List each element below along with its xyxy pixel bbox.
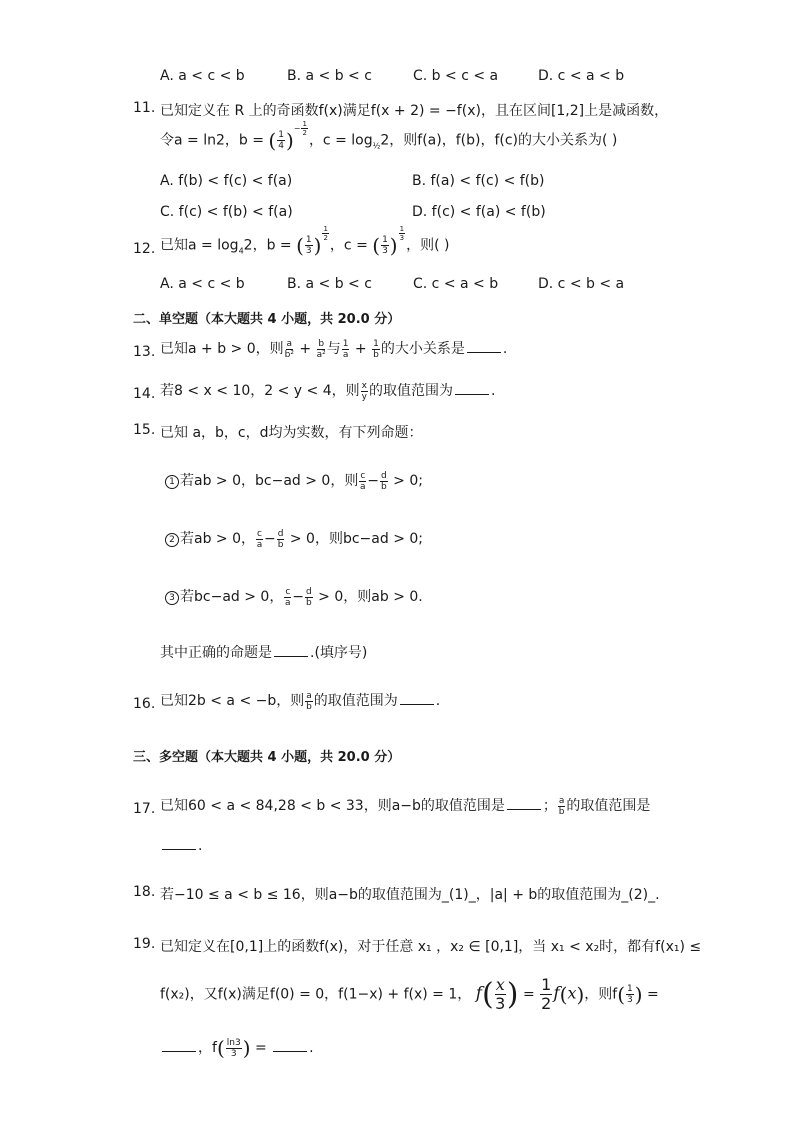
q19-answer-blank-1[interactable]: [162, 1038, 196, 1052]
q15-proposition-2: 2 若ab > 0， $\frac{c}{a}$ − $\frac{d}{b}$ > 0，则bc−ad > 0;: [165, 528, 423, 550]
q15-number: 15.: [133, 422, 156, 438]
q19-number: 19.: [133, 936, 156, 952]
q17-text: 已知60 < a < 84,28 < b < 33，则a−b的取值范围是 ； $\frac{a}{b}$ 的取值范围是: [160, 795, 651, 817]
q10-option-d: D. c < a < b: [538, 68, 625, 84]
q14-number: 14.: [133, 386, 156, 402]
q11-number: 11.: [133, 100, 156, 116]
q19-line3: ，f( $\frac{\ln 3}{3}$ ) = .: [160, 1036, 314, 1060]
section-heading-single-blank: 二、单空题（本大题共 4 小题，共 20.0 分）: [133, 312, 401, 327]
q11-option-b: B. f(a) < f(c) < f(b): [412, 173, 545, 189]
q13-number: 13.: [133, 344, 156, 360]
q15-proposition-3: 3 若bc−ad > 0， $\frac{c}{a}$ − $\frac{d}{b}$ > 0，则ab > 0.: [165, 586, 423, 608]
q17-number: 17.: [133, 801, 156, 817]
q11-line2: 令a = ln2，b = ( $\frac{1}{4}$ )$^{- \frac{1}{2}}$ ，$c = \log_{\frac{1}{2}}2$，则f(a)，f(b)，f(c)的大小关系为( ): [160, 120, 618, 153]
q12-option-a: A. a < c < b: [160, 276, 245, 292]
q11-line1: 已知定义在 R 上的奇函数f(x)满足f(x + 2) = −f(x)，且在区间[1,2]上是减函数，: [160, 103, 669, 119]
q10-option-a: A. a < c < b: [160, 68, 245, 84]
q15-tail: 其中正确的命题是 .(填序号): [160, 645, 368, 661]
q19-line2: f(x₂)，又f(x)满足f(0) = 0，f(1−x) + f(x) = 1， f( $\frac{x}{3}$ ) = $\frac{1}{2}$ f(x)，则f( $\frac{1}{3}$ ) =: [160, 975, 659, 1013]
q12-option-c: C. c < a < b: [413, 276, 499, 292]
q18-text: 若−10 ≤ a < b ≤ 16，则a−b的取值范围为_(1)_，|a| + b的取值范围为_(2)_.: [160, 887, 660, 903]
q10-option-b: B. a < b < c: [287, 68, 372, 84]
q15-answer-blank[interactable]: [274, 643, 308, 657]
section-heading-multi-blank: 三、多空题（本大题共 4 小题，共 20.0 分）: [133, 750, 401, 765]
q16-answer-blank[interactable]: [400, 691, 434, 705]
q15-proposition-1: 1 若ab > 0，bc−ad > 0，则 $\frac{c}{a}$ − $\frac{d}{b}$ > 0;: [165, 470, 423, 492]
q11-option-d: D. f(c) < f(a) < f(b): [412, 204, 546, 220]
q16-text: 已知2b < a < −b，则 $\frac{a}{b}$ 的取值范围为 .: [160, 690, 441, 712]
q14-answer-blank[interactable]: [455, 381, 489, 395]
q17-answer-blank-1[interactable]: [507, 796, 541, 810]
q13-text: 已知a + b > 0，则 $\frac{a}{\text{b²}}$ + $\frac{b}{\text{a²}}$ 与 $\frac{1}{a}$ + $\frac{1}{b}$ 的大小关系是 .: [160, 338, 508, 360]
q11-option-c: C. f(c) < f(b) < f(a): [160, 204, 293, 220]
q13-answer-blank[interactable]: [467, 339, 501, 353]
q12-number: 12.: [133, 241, 156, 257]
q19-line1: 已知定义在[0,1]上的函数f(x)，对于任意 x₁ ，x₂ ∈ [0,1]，当 x₁ < x₂时，都有f(x₁) ≤: [160, 939, 702, 955]
q17-line2: .: [160, 836, 202, 854]
q10-option-c: C. b < c < a: [413, 68, 499, 84]
q19-answer-blank-2[interactable]: [273, 1038, 307, 1052]
q15-intro: 已知 a，b，c，d均为实数，有下列命题：: [160, 425, 423, 441]
q12-option-d: D. c < b < a: [538, 276, 625, 292]
q12-option-b: B. a < b < c: [287, 276, 372, 292]
q12-text: 已知$a = \log_42$，b = ( $\frac{1}{3}$ ) $^{\frac{1}{2}}$ ，c = ( $\frac{1}{3}$ ) $^{\frac{1}{3}}$ ，则( ): [160, 225, 450, 258]
q14-text: 若8 < x < 10，2 < y < 4，则 $\frac{x}{y}$ 的取值范围为 .: [160, 380, 496, 402]
q16-number: 16.: [133, 696, 156, 712]
q18-number: 18.: [133, 884, 156, 900]
q11-option-a: A. f(b) < f(c) < f(a): [160, 173, 293, 189]
q17-answer-blank-2[interactable]: [162, 836, 196, 850]
